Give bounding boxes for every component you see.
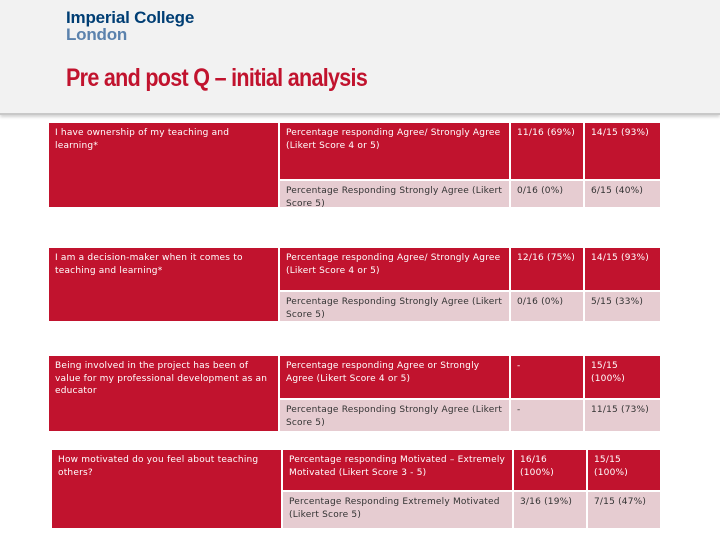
post-value-cell — [585, 292, 660, 321]
post-value: 15/15 (100%) — [591, 361, 625, 384]
measure-text: Percentage Responding Extremely Motivated (Likert Score 5) — [289, 497, 500, 520]
post-value: 11/15 (73%) — [591, 405, 650, 415]
measure-text: Percentage responding Motivated – Extremely Motivated (Likert Score 3 - 5) — [289, 455, 506, 478]
post-value: 14/15 (93%) — [591, 128, 650, 138]
question-text: I am a decision-maker when it comes to teaching and learning* — [55, 253, 243, 276]
pre-value-cell — [511, 400, 583, 431]
question-cell — [49, 356, 278, 431]
measure-cell — [283, 450, 512, 490]
post-value-cell — [588, 450, 660, 490]
pre-value-cell — [511, 248, 583, 290]
pre-value-cell — [511, 356, 583, 398]
measure-cell — [280, 181, 509, 207]
pre-value: - — [517, 361, 521, 371]
post-value: 15/15 (100%) — [594, 455, 628, 478]
post-value: 7/15 (47%) — [594, 497, 647, 507]
question-text: How motivated do you feel about teaching others? — [58, 455, 259, 478]
pre-value-cell — [511, 292, 583, 321]
measure-text: Percentage responding Agree/ Strongly Agree (Likert Score 4 or 5) — [286, 253, 501, 276]
imperial-college-logo — [66, 9, 194, 43]
measure-cell — [280, 248, 509, 290]
post-value-cell — [585, 400, 660, 431]
question-text: Being involved in the project has been of value for my professional development as an educator — [55, 361, 268, 396]
pre-value-cell — [514, 492, 586, 528]
post-value-cell — [588, 492, 660, 528]
pre-value: 0/16 (0%) — [517, 186, 564, 196]
pre-value-cell — [514, 450, 586, 490]
pre-value: 0/16 (0%) — [517, 297, 564, 307]
post-value-cell — [585, 248, 660, 290]
measure-cell — [283, 492, 512, 528]
measure-cell — [280, 356, 509, 398]
question-text: I have ownership of my teaching and learning* — [55, 128, 230, 151]
measure-text: Percentage responding Agree/ Strongly Agree (Likert Score 4 or 5) — [286, 128, 501, 151]
measure-text: Percentage Responding Strongly Agree (Likert Score 5) — [286, 186, 503, 207]
pre-value: 11/16 (69%) — [517, 128, 576, 138]
pre-value: 16/16 (100%) — [520, 455, 554, 478]
question-cell — [49, 248, 278, 321]
pre-value-cell — [511, 123, 583, 179]
measure-text: Percentage Responding Strongly Agree (Likert Score 5) — [286, 297, 503, 320]
measure-text: Percentage responding Agree or Strongly Agree (Likert Score 4 or 5) — [286, 361, 480, 384]
pre-value-cell — [511, 181, 583, 207]
question-cell — [49, 123, 278, 207]
pre-value: 12/16 (75%) — [517, 253, 576, 263]
pre-value: - — [517, 405, 521, 415]
slide-header — [0, 0, 720, 115]
measure-cell — [280, 400, 509, 431]
post-value: 14/15 (93%) — [591, 253, 650, 263]
post-value: 5/15 (33%) — [591, 297, 644, 307]
measure-cell — [280, 292, 509, 321]
post-value-cell — [585, 181, 660, 207]
pre-value: 3/16 (19%) — [520, 497, 573, 507]
slide-title: Pre and post Q – initial analysis — [66, 64, 368, 92]
measure-cell — [280, 123, 509, 179]
question-cell — [52, 450, 281, 528]
logo-line-1: Imperial College — [66, 8, 195, 27]
measure-text: Percentage Responding Strongly Agree (Likert Score 5) — [286, 405, 503, 428]
post-value: 6/15 (40%) — [591, 186, 644, 196]
logo-line-2: London — [66, 25, 128, 44]
post-value-cell — [585, 356, 660, 398]
post-value-cell — [585, 123, 660, 179]
